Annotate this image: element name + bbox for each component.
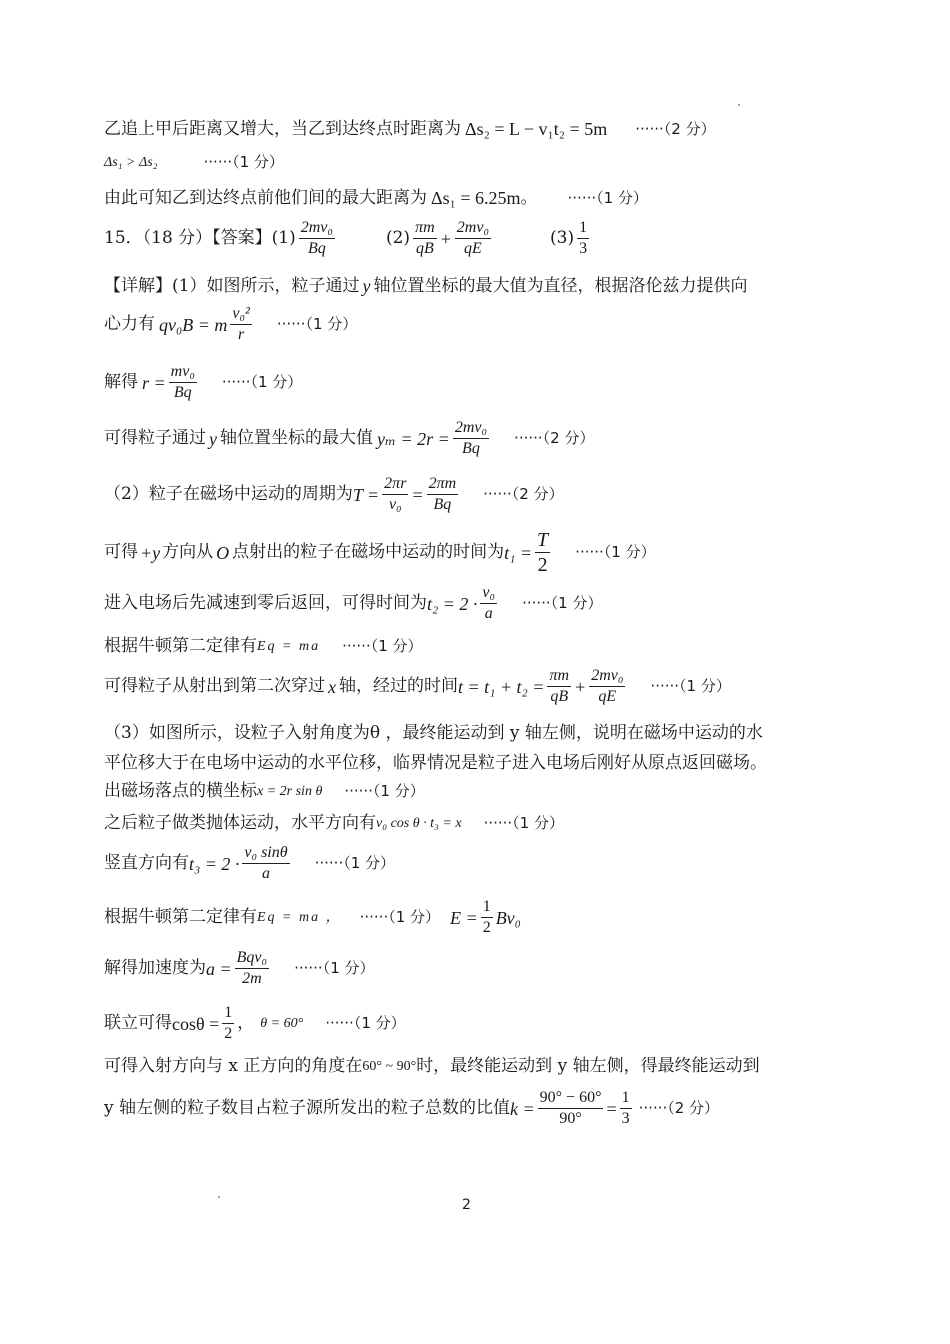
variable: x — [328, 676, 336, 697]
page-number: 2 — [462, 1197, 471, 1213]
score-note: ······（1 分） — [203, 153, 284, 171]
equation: qv₀B = m — [159, 314, 228, 335]
fraction: $\frac{\text{v₀}}{a}$ — [482, 584, 496, 622]
fraction: $\frac{\text{2mv₀}}{qE}$ — [591, 667, 624, 705]
equation: Δs₁ > Δs₂ — [104, 154, 158, 170]
text: 方向从 — [162, 542, 214, 562]
solution-line — [104, 638, 423, 655]
score-note: ······（1 分） — [567, 188, 648, 207]
score-note: ······（1 分） — [575, 543, 656, 561]
solution-line: （2）粒子在磁场中运动的周期为 T = $\frac{2\pi r}{\text{v₀}}$ = $\frac{2\pi m}{Bq}$ ······（2 分） — [104, 475, 564, 513]
text: 可得入射方向与 x 正方向的角度在 — [104, 1056, 363, 1076]
solution-line — [104, 189, 648, 207]
solution-line — [104, 155, 284, 170]
score-note: ······（1 分） — [359, 908, 441, 926]
answer-line: 15．（18 分）【答案】(1) $\frac{\text{2mv₀}}{Bq}$ (2) $\frac{\pi m}{qB}$ + $\frac{\text{2mv₀}}{qE}$ (3) $\frac{1}{3}$ — [104, 219, 588, 257]
equation: t₃ = 2 · — [189, 853, 240, 874]
text: 联立可得 — [104, 1013, 172, 1033]
text: 根据牛顿第二定律有 — [104, 907, 257, 927]
text: 解得加速度为 — [104, 958, 206, 978]
score-note: ······（1 分） — [221, 373, 303, 391]
variable: O — [216, 542, 230, 563]
equation: r = — [142, 372, 166, 393]
punctuation: ， — [237, 1013, 255, 1033]
solution-line — [104, 1058, 760, 1075]
solution-line: 可得粒子从射出到第二次穿过 x 轴，经过的时间 t = t₁ + t₂ = $\frac{\pi m}{qB}$ + $\frac{\text{2mv₀}}{qE}$ ······（1 分） — [104, 667, 731, 705]
equation: Δs₂ = L − v₁t₂ = 5m — [465, 119, 608, 139]
equation: T = — [352, 484, 380, 505]
solution-line — [104, 585, 603, 622]
equation: t₁ = — [504, 542, 533, 563]
text: 可得 — [104, 542, 138, 562]
score-note: ······（1 分） — [344, 782, 425, 800]
fraction: $\frac{1}{3}$ — [621, 1089, 630, 1127]
fraction: $\frac{\text{2mv₀}}{qE}$ — [456, 219, 490, 257]
solution-line — [104, 306, 357, 343]
part-label: (3) — [550, 228, 575, 248]
part-label: (2) — [385, 228, 411, 248]
score-note: ······（1 分） — [314, 854, 396, 872]
solution-line — [104, 277, 747, 295]
score-note: ······（1 分） — [483, 814, 564, 832]
text: 乙追上甲后距离又增大，当乙到达终点时距离为 — [104, 118, 461, 139]
fraction: $\frac{2\pi r}{\text{v₀}}$ — [384, 475, 407, 513]
fraction: $\frac{90^\circ - 60^\circ}{90^\circ}$ — [539, 1089, 602, 1127]
solution-line — [104, 899, 521, 936]
equation: Eq = ma ， — [257, 909, 342, 925]
equation: t₂ = 2 · — [427, 593, 478, 614]
equation: 60° ~ 90° — [362, 1058, 417, 1074]
text: 平位移大于在电场中运动的水平位移，临界情况是粒子进入电场后刚好从原点返回磁场。 — [104, 753, 767, 773]
text: 之后粒子做类抛体运动，水平方向有 — [104, 813, 376, 833]
text: 轴位置坐标的最大值 — [220, 428, 373, 448]
score-note: ······（1 分） — [325, 1014, 406, 1032]
fraction: $\frac{\pi m}{qB}$ — [549, 667, 570, 705]
equals-sign: = — [606, 1098, 617, 1119]
score-note: ······（2 分） — [483, 485, 564, 503]
fraction: $\frac{\text{2mv₀}}{Bq}$ — [300, 219, 333, 257]
equation: x = 2r sin θ — [257, 783, 323, 799]
text: 根据牛顿第二定律有 — [104, 636, 257, 656]
equation: v₀ cos θ · t₃ = x — [376, 815, 462, 831]
text: 出磁场落点的横坐标 — [104, 781, 257, 801]
variable: y — [362, 276, 371, 296]
solution-line — [104, 1005, 406, 1042]
equation: yₘ = 2r = — [377, 428, 450, 449]
fraction: $\frac{T}{2}$ — [537, 529, 549, 576]
score-note: ······（1 分） — [650, 677, 731, 695]
equation: E = — [450, 907, 478, 928]
question-header: 15．（18 分）【答案】(1) — [104, 228, 296, 248]
text: y 轴左侧的粒子数目占粒子源所发出的粒子总数的比值 — [104, 1098, 511, 1118]
text: 点射出的粒子在磁场中运动的时间为 — [232, 542, 505, 562]
solution-line — [104, 420, 594, 457]
score-note: ······（1 分） — [276, 315, 358, 333]
score-note: ······（2 分） — [638, 1099, 720, 1117]
equation: Δs₁ = 6.25m — [431, 188, 521, 208]
score-note: ······（1 分） — [294, 959, 375, 977]
text: 可得粒子通过 — [104, 428, 206, 448]
text: （2）粒子在磁场中运动的周期为 — [104, 484, 353, 504]
solution-line — [104, 755, 767, 772]
equation: k = — [510, 1098, 535, 1119]
text: （3）如图所示，设粒子入射角度为θ ，最终能运动到 y 轴左侧，说明在磁场中运动的水 — [104, 723, 763, 743]
fraction: $\frac{\text{v₀²}}{r}$ — [232, 305, 250, 343]
text: 【详解】(1）如图所示，粒子通过 — [104, 275, 360, 296]
speck — [218, 1196, 220, 1198]
solution-line — [104, 1090, 719, 1127]
fraction: $\frac{\text{mv₀}}{Bq}$ — [170, 363, 195, 401]
solution-line — [104, 725, 763, 742]
punctuation: 。 — [520, 187, 538, 208]
text: 解得 — [104, 372, 138, 392]
fraction: $\frac{\pi m}{qB}$ — [415, 219, 435, 257]
score-note: ······（2 分） — [514, 429, 595, 447]
fraction: $\frac{1}{2}$ — [482, 898, 491, 936]
speck — [738, 104, 740, 106]
equation: cosθ = — [172, 1013, 220, 1034]
text: 时，最终能运动到 y 轴左侧，得最终能运动到 — [416, 1056, 760, 1076]
equation: Eq = ma — [257, 638, 321, 654]
text: 由此可知乙到达终点前他们间的最大距离为 — [104, 187, 427, 208]
fraction: $\frac{1}{2}$ — [224, 1004, 233, 1042]
fraction: $\frac{2\pi m}{Bq}$ — [428, 475, 457, 513]
fraction: $\frac{1}{3}$ — [579, 219, 588, 257]
equation: a = — [206, 958, 232, 979]
solution-line — [104, 783, 425, 800]
equation: θ = 60° — [260, 1015, 304, 1031]
text: 进入电场后先减速到零后返回，可得时间为 — [104, 593, 427, 613]
score-note: ······（1 分） — [342, 637, 423, 655]
score-note: ······（2 分） — [635, 119, 716, 138]
equation: t = t₁ + t₂ = — [458, 676, 545, 697]
text: 轴，经过的时间 — [339, 676, 458, 696]
fraction: $\frac{\text{Bqv₀}}{2m}$ — [236, 949, 268, 987]
text: 心力有 — [104, 314, 155, 334]
solution-line — [104, 845, 395, 882]
solution-line — [104, 120, 716, 138]
text: 轴位置坐标的最大值为直径，根据洛伦兹力提供向 — [373, 275, 748, 296]
text: 竖直方向有 — [104, 853, 189, 873]
solution-line — [104, 950, 375, 987]
equation: Bv₀ — [495, 907, 521, 928]
text: 可得粒子从射出到第二次穿过 — [104, 676, 325, 696]
score-note: ······（1 分） — [522, 594, 603, 612]
fraction: $\frac{\text{v₀ sinθ}}{a}$ — [244, 844, 288, 882]
solution-line — [104, 364, 302, 401]
variable: y — [209, 428, 217, 449]
variable: +y — [140, 542, 161, 563]
fraction: $\frac{\text{2mv₀}}{Bq}$ — [454, 419, 488, 457]
solution-line — [104, 530, 656, 575]
solution-line — [104, 815, 564, 832]
